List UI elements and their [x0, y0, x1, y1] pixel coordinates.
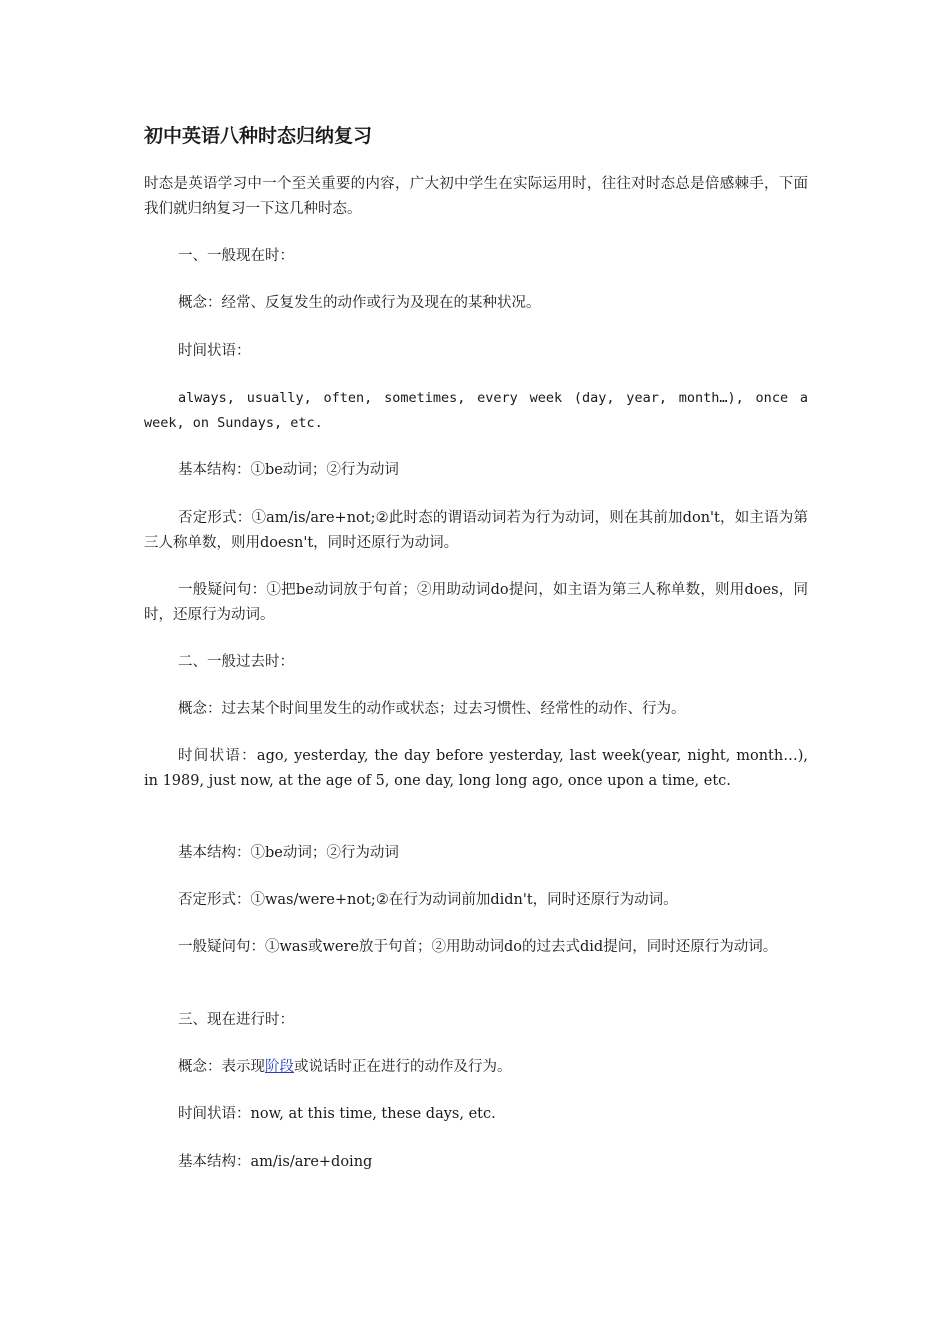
present-simple-adverbial-label: 时间状语：	[178, 343, 251, 359]
present-simple-structure: 基本结构：①be动词；②行为动词	[178, 462, 399, 478]
section-heading-past-simple: 二、一般过去时：	[178, 654, 294, 670]
concept-text-after: 或说话时正在进行的动作及行为。	[294, 1059, 512, 1075]
present-simple-adverbial-words: always, usually, often, sometimes, every week (day, year, month…), once a week, on Sundays, etc.	[144, 390, 808, 431]
past-simple-adverbial: 时间状语：ago, yesterday, the day before yesterday, last week(year, night, month…), in 1989, just now, at the age of 5, one day, long long ago, once upon a time, etc.	[144, 748, 808, 789]
present-continuous-structure: 基本结构：am/is/are+doing	[178, 1154, 373, 1170]
document-title: 初中英语八种时态归纳复习	[144, 125, 373, 147]
past-simple-negative: 否定形式：①was/were+not;②在行为动词前加didn't，同时还原行为动词。	[178, 892, 678, 908]
present-simple-concept: 概念：经常、反复发生的动作或行为及现在的某种状况。	[178, 295, 541, 311]
section-heading-present-simple: 一、一般现在时：	[178, 248, 294, 264]
intro-paragraph: 时态是英语学习中一个至关重要的内容，广大初中学生在实际运用时，往往对时态总是倍感棘手，下面我们就归纳复习一下这几种时态。	[144, 176, 808, 217]
concept-text-before: 概念：表示现	[178, 1059, 265, 1075]
present-continuous-concept	[144, 1055, 808, 1080]
present-simple-negative: 否定形式：①am/is/are+not;②此时态的谓语动词若为行为动词，则在其前加don't，如主语为第三人称单数，则用doesn't，同时还原行为动词。	[144, 510, 808, 551]
past-simple-question: 一般疑问句：①was或were放于句首；②用助动词do的过去式did提问，同时还原行为动词。	[178, 939, 778, 955]
section-heading-present-continuous: 三、现在进行时：	[178, 1012, 294, 1028]
past-simple-concept: 概念：过去某个时间里发生的动作或状态；过去习惯性、经常性的动作、行为。	[178, 701, 686, 717]
present-simple-question: 一般疑问句：①把be动词放于句首；②用助动词do提问，如主语为第三人称单数，则用does，同时，还原行为动词。	[144, 582, 808, 623]
present-continuous-adverbial: 时间状语：now, at this time, these days, etc.	[178, 1106, 496, 1122]
past-simple-structure: 基本结构：①be动词；②行为动词	[178, 845, 399, 861]
stage-link[interactable]: 阶段	[265, 1059, 294, 1075]
